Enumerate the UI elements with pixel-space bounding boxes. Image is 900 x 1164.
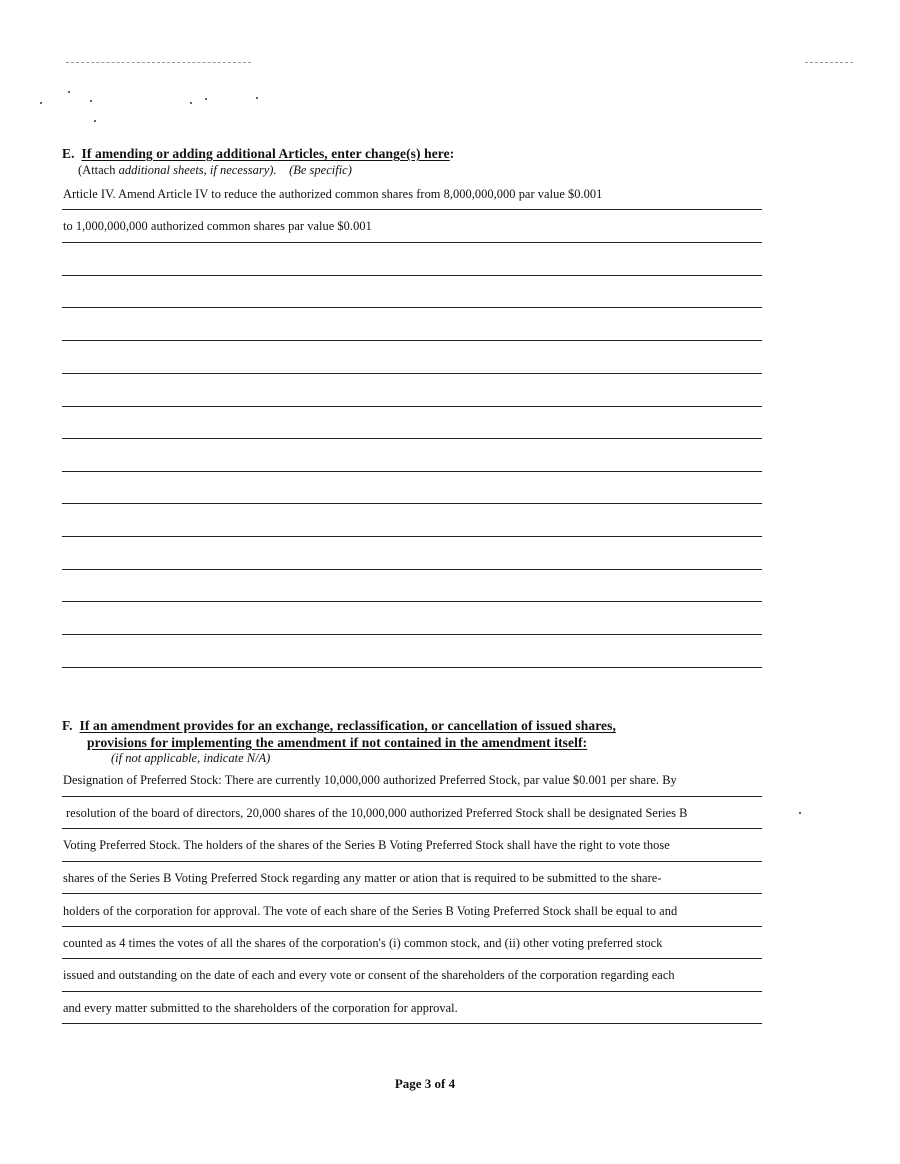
section-e-note-prefix: (Attach xyxy=(78,163,119,177)
section-e-rule xyxy=(62,242,762,243)
section-e-rule xyxy=(62,438,762,439)
scan-speck xyxy=(256,97,258,99)
section-f-line-7: issued and outstanding on the date of each and every vote or consent of the shareholders of the corporation regarding each xyxy=(63,968,675,982)
section-e-note xyxy=(78,163,352,178)
scan-speck xyxy=(190,102,192,104)
section-e-rule xyxy=(62,209,762,210)
scan-speck xyxy=(799,812,801,814)
section-f-line-4: shares of the Series B Voting Preferred Stock regarding any matter or ation that is required to be submitted to the share- xyxy=(63,871,662,885)
section-e-rule xyxy=(62,569,762,570)
section-e-rule xyxy=(62,275,762,276)
section-e-title: If amending or adding additional Articles, enter change(s) here xyxy=(81,146,450,161)
section-e-rule xyxy=(62,406,762,407)
section-e-rule xyxy=(62,667,762,668)
scan-speck xyxy=(40,102,42,104)
section-f-heading xyxy=(62,718,616,734)
section-f-line-6: counted as 4 times the votes of all the shares of the corporation's (i) common stock, and (ii) other voting preferred stock xyxy=(63,936,663,950)
section-f-rule xyxy=(62,796,762,797)
section-e-rule xyxy=(62,471,762,472)
scan-speck xyxy=(90,100,92,102)
section-e-note-italic: additional sheets, if necessary). xyxy=(118,163,277,177)
section-f-line-3: Voting Preferred Stock. The holders of the shares of the Series B Voting Preferred Stock shall have the right to vote those xyxy=(63,838,670,852)
scan-artifact-line xyxy=(805,62,853,63)
section-e-rule xyxy=(62,307,762,308)
section-f-title-line-1: If an amendment provides for an exchange, reclassification, or cancellation of issued shares, xyxy=(79,718,616,733)
section-f-line-8: and every matter submitted to the shareholders of the corporation for approval. xyxy=(63,1001,458,1015)
section-f-title-line-2: provisions for implementing the amendment if not contained in the amendment itself: xyxy=(87,735,588,750)
section-e-rule xyxy=(62,601,762,602)
section-e-rule xyxy=(62,503,762,504)
section-e-heading xyxy=(62,146,454,162)
section-f-rule xyxy=(62,828,762,829)
section-e-rule xyxy=(62,536,762,537)
scan-speck xyxy=(205,98,207,100)
section-e-rule xyxy=(62,340,762,341)
section-f-line-2: resolution of the board of directors, 20,000 shares of the 10,000,000 authorized Preferred Stock shall be designated Series B xyxy=(66,806,688,820)
section-f-letter: F. xyxy=(62,718,73,733)
section-f-rule xyxy=(62,958,762,959)
section-f-rule xyxy=(62,861,762,862)
section-f-note-text: (if not applicable, indicate N/A) xyxy=(111,751,271,765)
section-f-line-1: Designation of Preferred Stock: There are currently 10,000,000 authorized Preferred Stock, par value $0.001 per share. By xyxy=(63,773,677,787)
section-f-rule xyxy=(62,926,762,927)
page-number: Page 3 of 4 xyxy=(394,1076,456,1091)
scan-speck xyxy=(68,91,70,93)
section-f-rule xyxy=(62,991,762,992)
scan-speck xyxy=(94,120,96,122)
section-e-line-2: to 1,000,000,000 authorized common shares par value $0.001 xyxy=(63,219,372,233)
section-e-rule xyxy=(62,373,762,374)
section-f-note xyxy=(111,751,270,766)
section-e-line-1: Article IV. Amend Article IV to reduce the authorized common shares from 8,000,000,000 par value $0.001 xyxy=(63,187,603,201)
section-f-rule xyxy=(62,893,762,894)
section-e-rule xyxy=(62,634,762,635)
section-e-letter: E. xyxy=(62,146,75,161)
section-e-note-specific: (Be specific) xyxy=(289,163,352,177)
section-f-heading-cont xyxy=(87,735,587,751)
section-f-rule xyxy=(62,1023,762,1024)
section-f-line-5: holders of the corporation for approval. The vote of each share of the Series B Voting Preferred Stock shall be equal to and xyxy=(63,904,678,918)
section-e-colon: : xyxy=(449,146,455,161)
scan-artifact-line xyxy=(66,62,251,63)
